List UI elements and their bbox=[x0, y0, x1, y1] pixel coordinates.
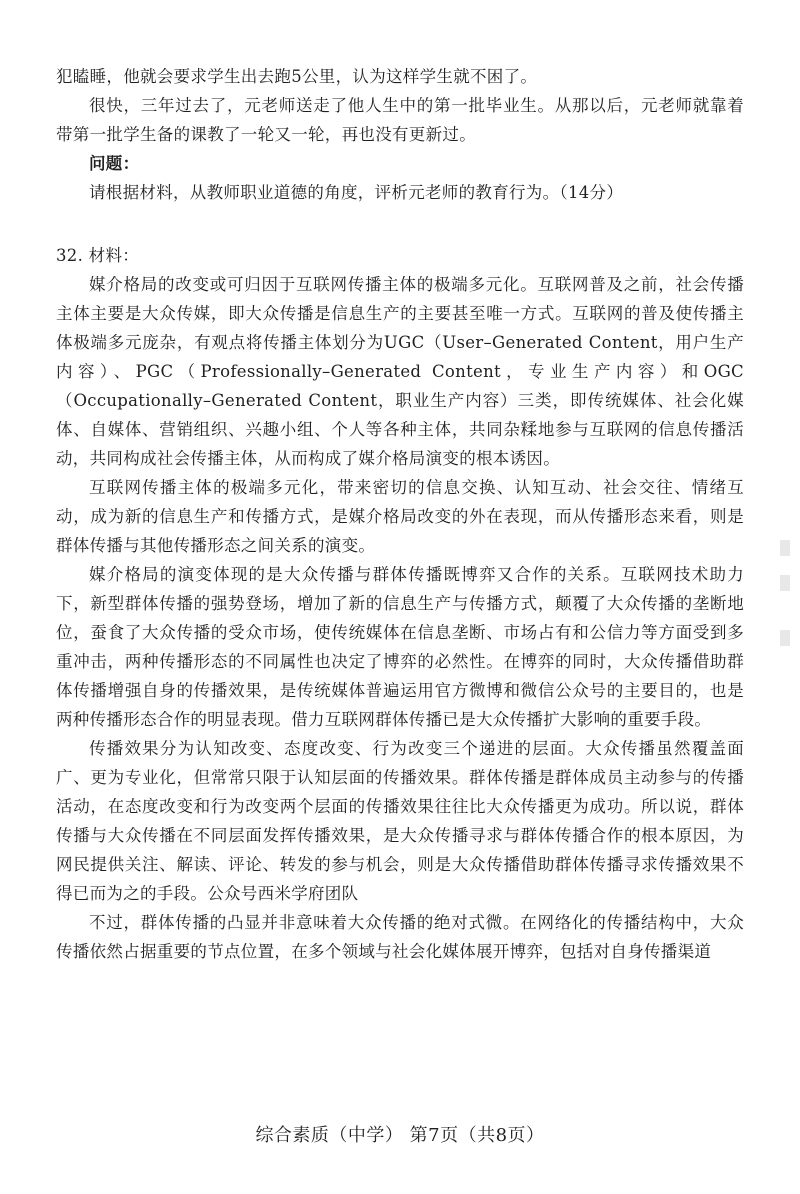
page-footer: 综合素质（中学） 第7页（共8页） bbox=[255, 1125, 545, 1146]
question-label: 问题： bbox=[89, 154, 140, 173]
paragraph-graduation: 很快，三年过去了，元老师送走了他人生中的第一批毕业生。从那以后，元老师就靠着带第一批学生备的课教了一轮又一轮，再也没有更新过。 bbox=[56, 96, 744, 144]
question-32-heading: 32. 材料： bbox=[56, 246, 140, 265]
material-paragraph-1: 媒介格局的改变或可归因于互联网传播主体的极端多元化。互联网普及之前，社会传播主体主要是大众传媒，即大众传播是信息生产的主要甚至唯一方式。互联网的普及使传播主体极端多元庞杂，有观点将传播主体划分为UGC（User–Generated Content，用户生产内容）、PGC（Professionally–Generated Content，专业生产内容）和OGC（Occupationally–Generated Content，职业生产内容）三类，即传统媒体、社会化媒体、自媒体、营销组织、兴趣小组、个人等各种主体，共同杂糅地参与互联网的信息传播活动，共同构成社会传播主体，从而构成了媒介格局演变的根本诱因。 bbox=[56, 275, 744, 468]
scan-margin-mark bbox=[780, 630, 790, 646]
material-paragraph-5: 不过，群体传播的凸显并非意味着大众传播的绝对式微。在网络化的传播结构中，大众传播依然占据重要的节点位置，在多个领域与社会化媒体展开博弈，包括对自身传播渠道 bbox=[56, 913, 744, 961]
scan-margin-mark bbox=[780, 540, 790, 556]
question-text: 请根据材料，从教师职业道德的角度，评析元老师的教育行为。（14分） bbox=[89, 183, 624, 202]
material-paragraph-3: 媒介格局的演变体现的是大众传播与群体传播既博弈又合作的关系。互联网技术助力下，新型群体传播的强势登场，增加了新的信息生产与传播方式，颠覆了大众传播的垄断地位，蚕食了大众传播的受众市场，使传统媒体在信息垄断、市场占有和公信力等方面受到多重冲击，两种传播形态的不同属性也决定了博弈的必然性。在博弈的同时，大众传播借助群体传播增强自身的传播效果，是传统媒体普遍运用官方微博和微信公众号的主要目的，也是两种传播形态合作的明显表现。借力互联网群体传播已是大众传播扩大影响的重要手段。 bbox=[56, 565, 744, 729]
scan-margin-mark bbox=[780, 575, 790, 591]
material-paragraph-2: 互联网传播主体的极端多元化，带来密切的信息交换、认知互动、社会交往、情绪互动，成为新的信息生产和传播方式，是媒介格局改变的外在表现，而从传播形态来看，则是群体传播与其他传播形态之间关系的演变。 bbox=[56, 478, 744, 555]
material-paragraph-4: 传播效果分为认知改变、态度改变、行为改变三个递进的层面。大众传播虽然覆盖面广、更为专业化，但常常只限于认知层面的传播效果。群体传播是群体成员主动参与的传播活动，在态度改变和行为改变两个层面的传播效果往往比大众传播更为成功。所以说，群体传播与大众传播在不同层面发挥传播效果，是大众传播寻求与群体传播合作的根本原因，为网民提供关注、解读、评论、转发的参与机会，则是大众传播借助群体传播寻求传播效果不得已而为之的手段。公众号西米学府团队 bbox=[56, 739, 744, 903]
paragraph-continuation: 犯瞌睡，他就会要求学生出去跑5公里，认为这样学生就不困了。 bbox=[56, 67, 538, 86]
document-body bbox=[56, 62, 744, 966]
